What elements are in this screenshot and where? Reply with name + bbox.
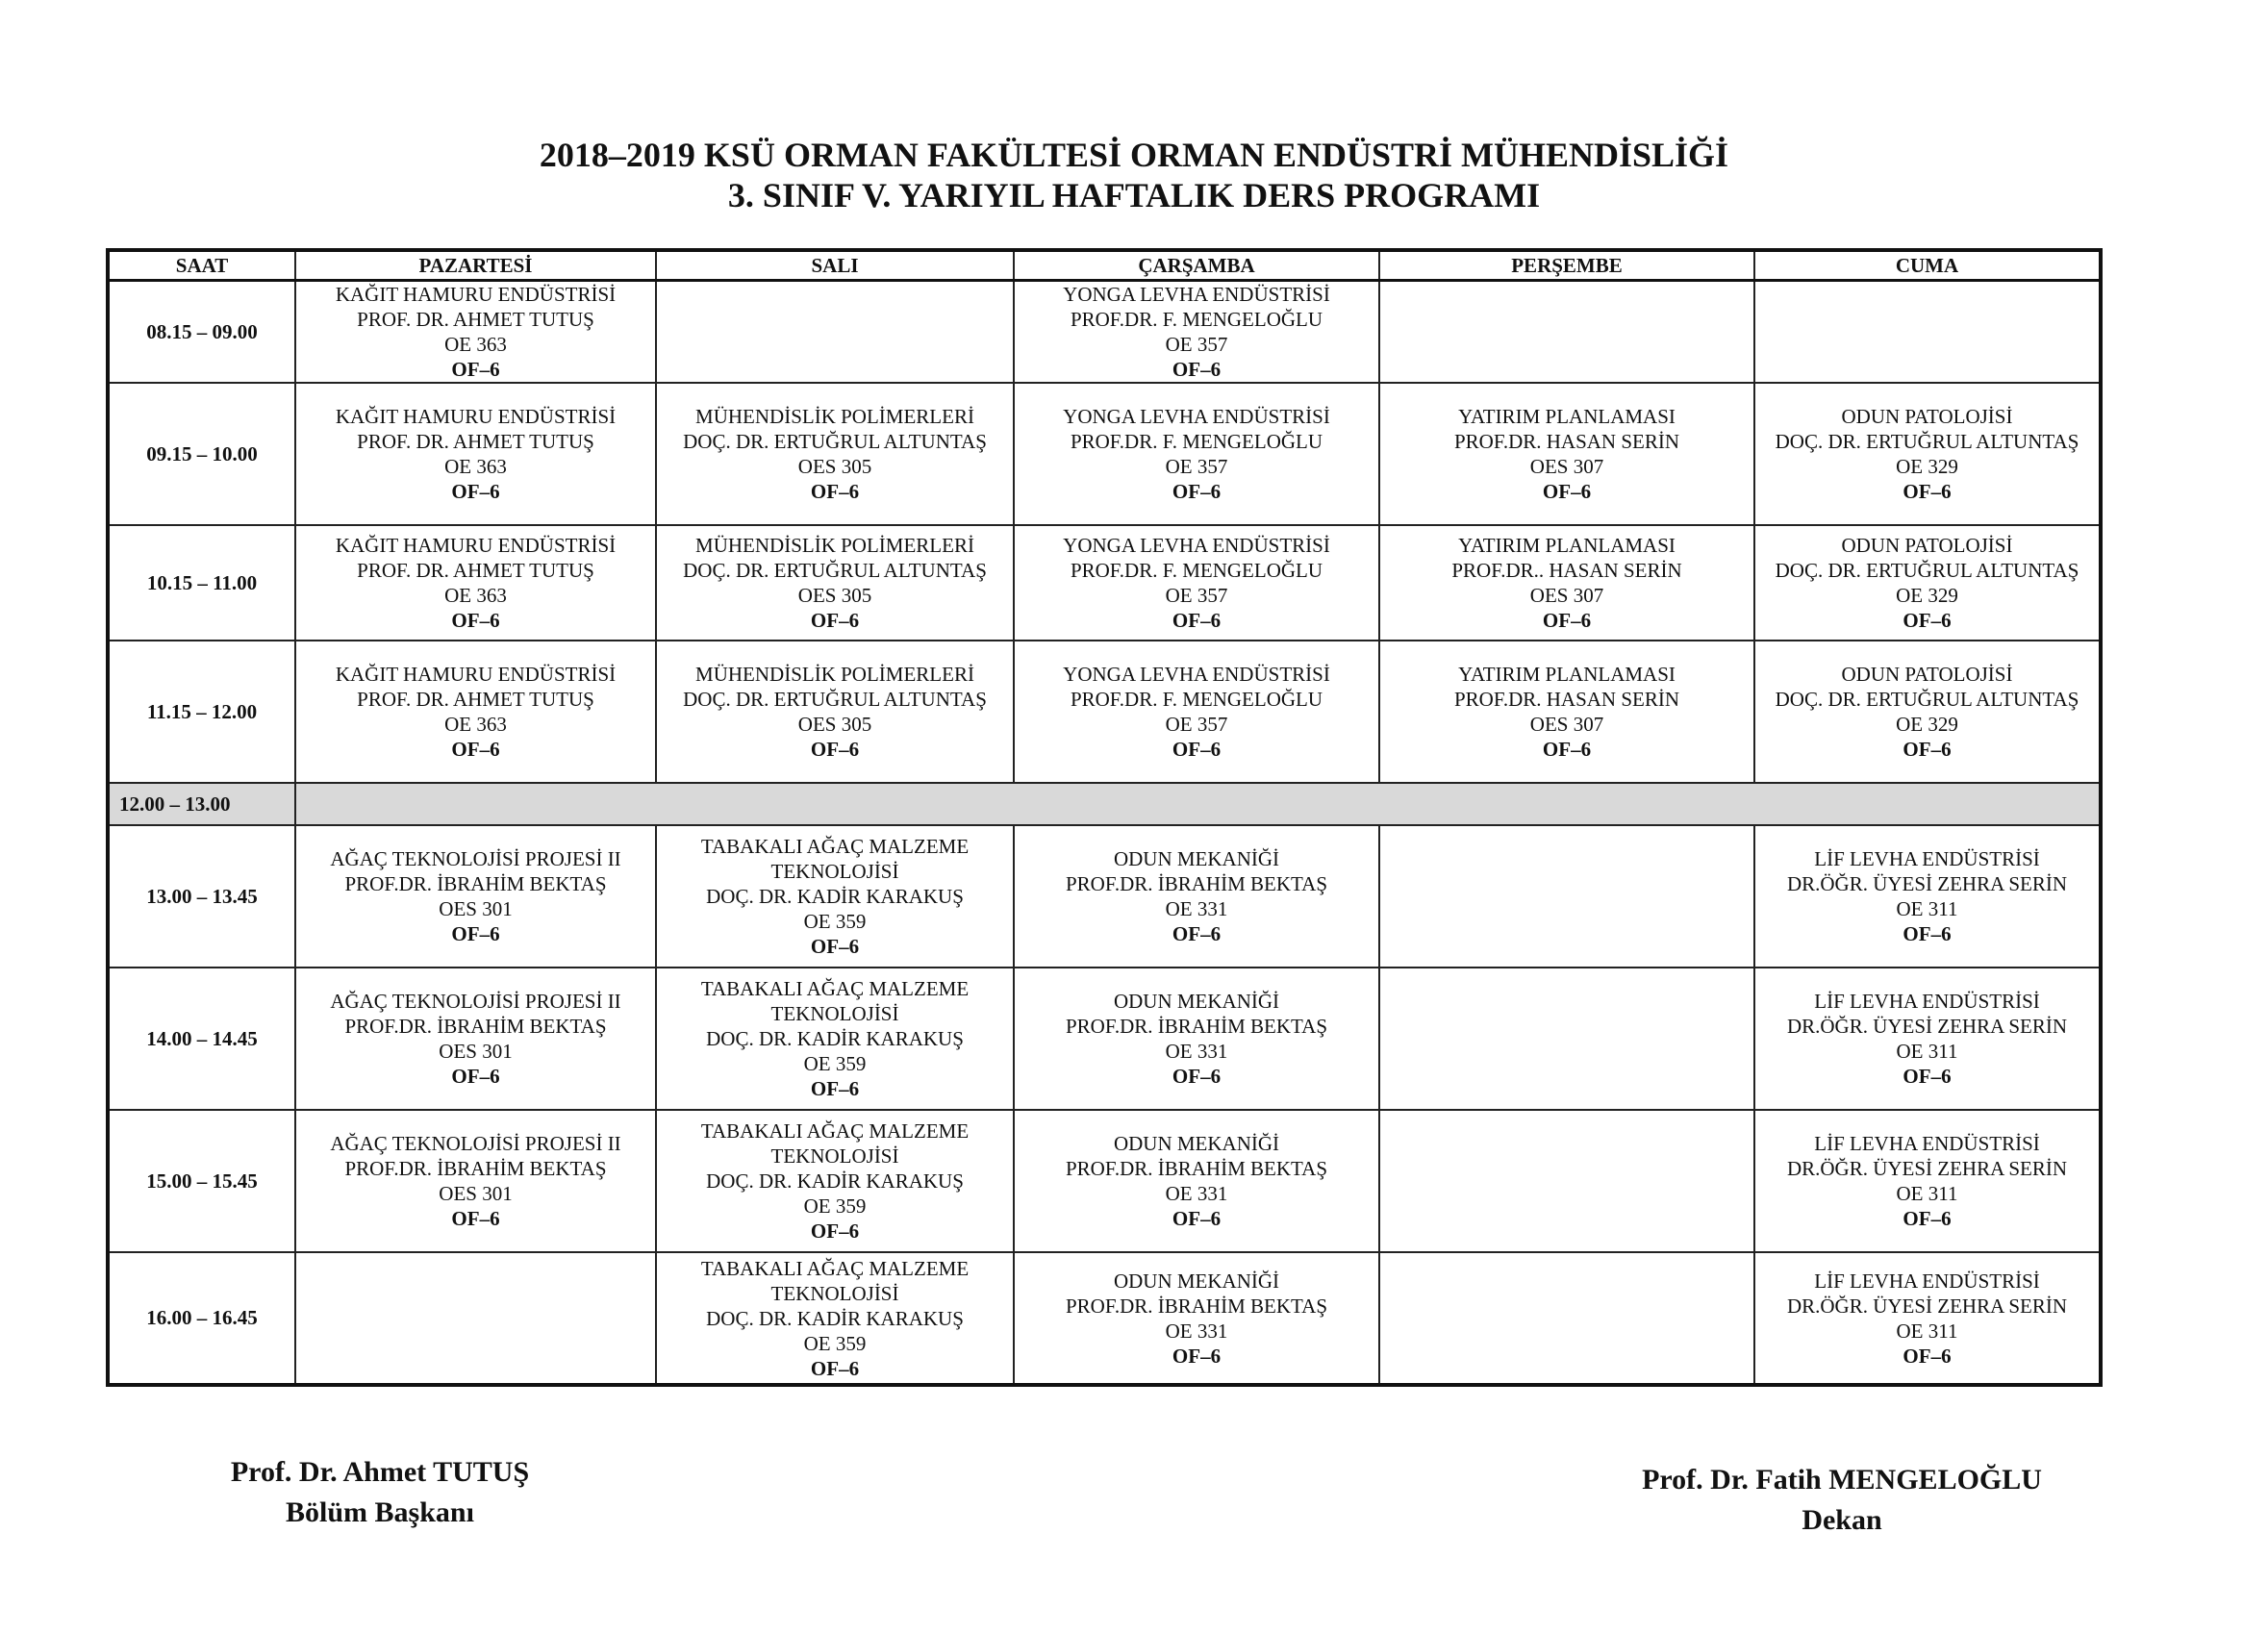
classroom: OF–6 [1903,480,1952,503]
course-code: OES 307 [1529,584,1604,607]
schedule-row [108,383,2101,525]
course-name: ODUN MEKANİĞİ [1113,847,1280,870]
course-code: OES 301 [439,897,513,920]
cell-cuma [1754,383,2101,525]
course-name: ODUN MEKANİĞİ [1113,990,1280,1013]
header-cuma: CUMA [1754,250,2101,281]
schedule-row [108,641,2101,783]
teacher-name: PROF. DR. AHMET TUTUŞ [357,308,594,331]
time-cell: 16.00 – 16.45 [108,1252,295,1385]
course-code: OE 331 [1165,897,1228,920]
teacher-name: PROF.DR. İBRAHİM BEKTAŞ [344,1015,607,1038]
teacher-name: PROF. DR. AHMET TUTUŞ [357,559,594,582]
time-cell: 10.15 – 11.00 [108,525,295,641]
classroom: OF–6 [451,922,500,945]
cell-persembe [1379,383,1754,525]
cell-pazartesi [295,383,656,525]
classroom: OF–6 [1903,738,1952,761]
course-name: LİF LEVHA ENDÜSTRİSİ [1814,847,2040,870]
teacher-name: PROF.DR. F. MENGELOĞLU [1070,430,1323,453]
teacher-name: PROF. DR. AHMET TUTUŞ [357,688,594,711]
cell-sali [656,383,1014,525]
course-name: ODUN PATOLOJİSİ [1841,534,2013,557]
teacher-name: PROF.DR. F. MENGELOĞLU [1070,559,1323,582]
teacher-name: PROF.DR. İBRAHİM BEKTAŞ [1065,1015,1327,1038]
header-saat: SAAT [108,250,295,281]
signature-left-role: Bölüm Başkanı [286,1496,474,1528]
cell-carsamba [1014,968,1379,1110]
course-name: YONGA LEVHA ENDÜSTRİSİ [1063,663,1330,686]
teacher-name: DOÇ. DR. ERTUĞRUL ALTUNTAŞ [683,559,987,582]
teacher-name: PROF. DR. AHMET TUTUŞ [357,430,594,453]
course-name: YATIRIM PLANLAMASI [1458,663,1676,686]
header-persembe: PERŞEMBE [1379,250,1754,281]
classroom: OF–6 [451,738,500,761]
course-code: OE 357 [1165,333,1228,356]
classroom: OF–6 [810,738,860,761]
course-name: LİF LEVHA ENDÜSTRİSİ [1814,1132,2040,1155]
signature-right [1577,1460,2106,1541]
cell-pazartesi [295,1110,656,1252]
cell-pazartesi [295,281,656,384]
classroom: OF–6 [1542,480,1592,503]
classroom: OF–6 [451,1207,500,1230]
cell-carsamba [1014,641,1379,783]
course-code: OE 331 [1165,1182,1228,1205]
teacher-name: DOÇ. DR. ERTUĞRUL ALTUNTAŞ [1775,559,2079,582]
cell-persembe [1379,1110,1754,1252]
header-carsamba: ÇARŞAMBA [1014,250,1379,281]
course-code: OE 359 [803,1331,867,1355]
schedule-row [108,825,2101,968]
teacher-name: DR.ÖĞR. ÜYESİ ZEHRA SERİN [1786,1015,2068,1038]
cell-cuma [1754,525,2101,641]
teacher-name: DOÇ. DR. KADİR KARAKUŞ [706,1027,964,1050]
course-name: YATIRIM PLANLAMASI [1458,405,1676,428]
course-name: YONGA LEVHA ENDÜSTRİSİ [1063,405,1330,428]
course-code: OE 331 [1165,1319,1228,1343]
course-name: AĞAÇ TEKNOLOJİSİ PROJESİ II [330,847,621,870]
signature-right-name: Prof. Dr. Fatih MENGELOĞLU [1642,1464,2042,1496]
course-code: OE 357 [1165,455,1228,478]
course-name: YONGA LEVHA ENDÜSTRİSİ [1063,534,1330,557]
course-name: LİF LEVHA ENDÜSTRİSİ [1814,1269,2040,1293]
cell-sali [656,641,1014,783]
cell-pazartesi [295,641,656,783]
cell-carsamba [1014,281,1379,384]
teacher-name: PROF.DR. HASAN SERİN [1453,688,1680,711]
teacher-name: DR.ÖĞR. ÜYESİ ZEHRA SERİN [1786,1294,2068,1318]
cell-cuma [1754,825,2101,968]
course-code: OES 301 [439,1182,513,1205]
course-code: OE 359 [803,1194,867,1218]
cell-sali [656,1110,1014,1252]
classroom: OF–6 [1172,358,1222,381]
header-pazartesi: PAZARTESİ [295,250,656,281]
teacher-name: DOÇ. DR. KADİR KARAKUŞ [706,1306,964,1330]
cell-cuma [1754,641,2101,783]
header-row [108,250,2101,281]
course-name: YONGA LEVHA ENDÜSTRİSİ [1063,283,1330,306]
classroom: OF–6 [1542,609,1592,632]
lunch-row [108,783,2101,825]
classroom: OF–6 [1172,922,1222,945]
teacher-name: DOÇ. DR. KADİR KARAKUŞ [706,1169,964,1193]
course-code: OES 305 [797,713,872,736]
course-code: OE 329 [1896,455,1958,478]
classroom: OF–6 [1903,1344,1952,1368]
teacher-name: PROF.DR.. HASAN SERİN [1451,559,1682,582]
classroom: OF–6 [1903,1065,1952,1088]
schedule-row [108,968,2101,1110]
course-name: AĞAÇ TEKNOLOJİSİ PROJESİ II [330,990,621,1013]
cell-cuma [1754,281,2101,384]
classroom: OF–6 [810,1356,860,1380]
classroom: OF–6 [451,609,500,632]
cell-carsamba [1014,525,1379,641]
course-code: OES 301 [439,1040,513,1063]
signature-left [154,1452,606,1533]
schedule-row [108,1110,2101,1252]
classroom: OF–6 [451,358,500,381]
signature-left-name: Prof. Dr. Ahmet TUTUŞ [230,1456,530,1488]
course-code: OE 329 [1896,584,1958,607]
course-code: OE 357 [1165,584,1228,607]
course-code: OE 331 [1165,1040,1228,1063]
classroom: OF–6 [1172,738,1222,761]
course-name: MÜHENDİSLİK POLİMERLERİ [695,534,974,557]
course-code: OE 311 [1896,1182,1958,1205]
schedule-row [108,525,2101,641]
classroom: OF–6 [1172,1344,1222,1368]
teacher-name: DR.ÖĞR. ÜYESİ ZEHRA SERİN [1786,1157,2068,1180]
course-name: LİF LEVHA ENDÜSTRİSİ [1814,990,2040,1013]
cell-sali [656,968,1014,1110]
time-cell: 15.00 – 15.45 [108,1110,295,1252]
time-cell: 14.00 – 14.45 [108,968,295,1110]
cell-sali [656,281,1014,384]
course-name: TABAKALI AĞAÇ MALZEME TEKNOLOJİSİ [700,977,970,1025]
classroom: OF–6 [1172,480,1222,503]
course-code: OE 311 [1896,1040,1958,1063]
cell-persembe [1379,281,1754,384]
course-code: OE 357 [1165,713,1228,736]
cell-persembe [1379,825,1754,968]
teacher-name: PROF.DR. İBRAHİM BEKTAŞ [1065,1294,1327,1318]
document-title [0,135,2268,215]
cell-pazartesi [295,968,656,1110]
teacher-name: PROF.DR. İBRAHİM BEKTAŞ [1065,1157,1327,1180]
classroom: OF–6 [1903,609,1952,632]
cell-persembe [1379,525,1754,641]
course-name: TABAKALI AĞAÇ MALZEME TEKNOLOJİSİ [700,835,970,883]
course-code: OE 311 [1896,897,1958,920]
schedule-body [108,281,2101,1386]
classroom: OF–6 [810,480,860,503]
course-code: OES 307 [1529,713,1604,736]
cell-sali [656,1252,1014,1385]
course-name: ODUN PATOLOJİSİ [1841,405,2013,428]
cell-persembe [1379,641,1754,783]
cell-carsamba [1014,1252,1379,1385]
teacher-name: DR.ÖĞR. ÜYESİ ZEHRA SERİN [1786,872,2068,895]
course-code: OES 305 [797,584,872,607]
cell-cuma [1754,968,2101,1110]
classroom: OF–6 [810,1077,860,1100]
cell-sali [656,525,1014,641]
course-name: ODUN MEKANİĞİ [1113,1132,1280,1155]
course-code: OES 305 [797,455,872,478]
cell-pazartesi [295,1252,656,1385]
time-cell: 08.15 – 09.00 [108,281,295,384]
schedule-row [108,1252,2101,1385]
teacher-name: PROF.DR. İBRAHİM BEKTAŞ [344,1157,607,1180]
course-name: MÜHENDİSLİK POLİMERLERİ [695,405,974,428]
course-code: OES 307 [1529,455,1604,478]
classroom: OF–6 [810,609,860,632]
title-line-2: 3. SINIF V. YARIYIL HAFTALIK DERS PROGRAMI [727,176,1541,214]
cell-persembe [1379,968,1754,1110]
teacher-name: PROF.DR. İBRAHİM BEKTAŞ [344,872,607,895]
weekly-schedule-table [106,248,2103,1387]
teacher-name: DOÇ. DR. ERTUĞRUL ALTUNTAŞ [1775,430,2079,453]
cell-cuma [1754,1110,2101,1252]
time-cell: 11.15 – 12.00 [108,641,295,783]
classroom: OF–6 [451,480,500,503]
time-cell: 13.00 – 13.45 [108,825,295,968]
classroom: OF–6 [810,935,860,958]
title-line-1: 2018–2019 KSÜ ORMAN FAKÜLTESİ ORMAN ENDÜSTRİ MÜHENDİSLİĞİ [539,136,1729,174]
teacher-name: PROF.DR. İBRAHİM BEKTAŞ [1065,872,1327,895]
cell-persembe [1379,1252,1754,1385]
course-name: KAĞIT HAMURU ENDÜSTRİSİ [335,405,617,428]
course-name: MÜHENDİSLİK POLİMERLERİ [695,663,974,686]
cell-sali [656,825,1014,968]
cell-carsamba [1014,825,1379,968]
classroom: OF–6 [451,1065,500,1088]
course-name: KAĞIT HAMURU ENDÜSTRİSİ [335,534,617,557]
time-cell: 09.15 – 10.00 [108,383,295,525]
classroom: OF–6 [1172,1065,1222,1088]
cell-carsamba [1014,1110,1379,1252]
teacher-name: PROF.DR. F. MENGELOĞLU [1070,308,1323,331]
cell-cuma [1754,1252,2101,1385]
header-sali: SALI [656,250,1014,281]
course-name: YATIRIM PLANLAMASI [1458,534,1676,557]
time-cell: 12.00 – 13.00 [108,783,295,825]
course-name: KAĞIT HAMURU ENDÜSTRİSİ [335,283,617,306]
course-name: ODUN PATOLOJİSİ [1841,663,2013,686]
classroom: OF–6 [1172,609,1222,632]
course-code: OE 329 [1896,713,1958,736]
teacher-name: PROF.DR. HASAN SERİN [1453,430,1680,453]
cell-pazartesi [295,525,656,641]
course-name: TABAKALI AĞAÇ MALZEME TEKNOLOJİSİ [700,1256,970,1305]
course-code: OE 363 [444,333,507,356]
course-code: OE 311 [1896,1319,1958,1343]
classroom: OF–6 [810,1219,860,1243]
course-code: OE 359 [803,910,867,933]
classroom: OF–6 [1542,738,1592,761]
course-code: OE 363 [444,455,507,478]
lunch-break-cell [295,783,2101,825]
classroom: OF–6 [1903,922,1952,945]
teacher-name: DOÇ. DR. ERTUĞRUL ALTUNTAŞ [683,688,987,711]
signature-right-role: Dekan [1802,1504,1882,1536]
schedule-row [108,281,2101,384]
teacher-name: DOÇ. DR. ERTUĞRUL ALTUNTAŞ [1775,688,2079,711]
classroom: OF–6 [1172,1207,1222,1230]
course-code: OE 363 [444,713,507,736]
teacher-name: DOÇ. DR. ERTUĞRUL ALTUNTAŞ [683,430,987,453]
course-name: AĞAÇ TEKNOLOJİSİ PROJESİ II [330,1132,621,1155]
teacher-name: PROF.DR. F. MENGELOĞLU [1070,688,1323,711]
cell-carsamba [1014,383,1379,525]
course-name: TABAKALI AĞAÇ MALZEME TEKNOLOJİSİ [700,1119,970,1168]
course-code: OE 359 [803,1052,867,1075]
classroom: OF–6 [1903,1207,1952,1230]
course-name: ODUN MEKANİĞİ [1113,1269,1280,1293]
cell-pazartesi [295,825,656,968]
course-code: OE 363 [444,584,507,607]
course-name: KAĞIT HAMURU ENDÜSTRİSİ [335,663,617,686]
teacher-name: DOÇ. DR. KADİR KARAKUŞ [706,885,964,908]
